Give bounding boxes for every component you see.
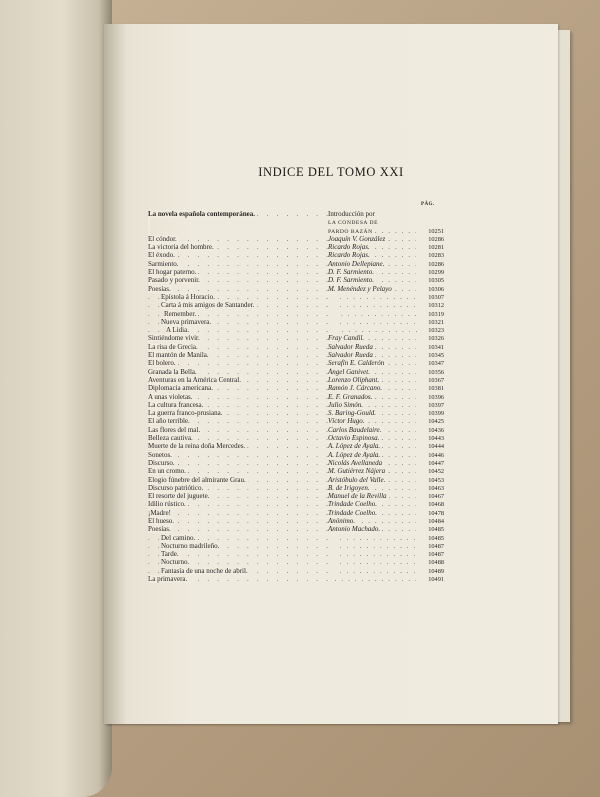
page-column-header: PÁG. bbox=[421, 202, 435, 207]
toc-entry bbox=[148, 260, 444, 268]
entry-title-text: Poesías. bbox=[148, 525, 171, 534]
left-page bbox=[0, 0, 112, 797]
entry-title-text: La primavera. bbox=[148, 575, 188, 584]
entry-title-text: Diplomacia americana. bbox=[148, 384, 213, 393]
entry-title bbox=[148, 542, 333, 550]
entry-author-text: A. López de Ayala. bbox=[328, 450, 381, 459]
entry-title bbox=[148, 334, 328, 342]
entry-title bbox=[148, 484, 328, 492]
entry-title bbox=[148, 467, 328, 475]
entry-title-text: Discurso. bbox=[148, 458, 175, 467]
toc-entry bbox=[148, 401, 444, 409]
toc-entry bbox=[148, 558, 444, 566]
entry-title bbox=[148, 301, 333, 309]
entry-title bbox=[148, 218, 328, 226]
entry-title-text: Del camino. bbox=[161, 533, 196, 542]
entry-page-number: 10485 bbox=[428, 534, 444, 542]
entry-page-number: 10399 bbox=[428, 410, 444, 418]
entry-page-number: 10484 bbox=[428, 517, 444, 525]
entry-author bbox=[328, 251, 416, 259]
entry-page-number: 10381 bbox=[428, 385, 444, 393]
entry-author-text: Trindade Coelho. bbox=[328, 508, 378, 517]
entry-title bbox=[148, 318, 333, 326]
entry-author-text: Octavio Espinosa. bbox=[328, 434, 380, 443]
entry-title bbox=[148, 235, 328, 243]
entry-page-number: 10453 bbox=[428, 476, 444, 484]
entry-author-text: Ángel Ganivet. bbox=[328, 367, 370, 376]
entry-author-text: D. F. Sarmiento. bbox=[328, 276, 374, 285]
toc-entry bbox=[148, 393, 444, 401]
entry-author bbox=[335, 326, 418, 334]
entry-author bbox=[328, 492, 416, 500]
entry-author bbox=[328, 517, 416, 525]
entry-page-number: 10286 bbox=[428, 235, 444, 243]
toc-entry bbox=[148, 492, 444, 500]
entry-title bbox=[148, 525, 328, 533]
entry-author bbox=[333, 293, 417, 301]
entry-title-text: El hueso. bbox=[148, 516, 175, 525]
entry-author-text: PARDO BAZÁN bbox=[328, 228, 373, 235]
toc-entry bbox=[148, 368, 444, 376]
entry-author bbox=[333, 567, 417, 575]
entry-title bbox=[148, 384, 328, 392]
entry-title-text: La novela española contemporánea. bbox=[148, 210, 255, 218]
entry-title bbox=[148, 575, 328, 583]
entry-title bbox=[148, 359, 328, 367]
toc-entry bbox=[148, 218, 444, 226]
entry-author bbox=[328, 243, 416, 251]
entry-title bbox=[148, 293, 333, 301]
toc-entry bbox=[148, 293, 444, 301]
entry-page-number: 10452 bbox=[428, 468, 444, 476]
entry-page-number: 10286 bbox=[428, 260, 444, 268]
toc-entry bbox=[148, 451, 444, 459]
entry-title bbox=[148, 260, 328, 268]
entry-author-text: Introducción por bbox=[328, 210, 375, 218]
entry-page-number: 10299 bbox=[428, 269, 444, 277]
entry-title-text: La cultura francesa. bbox=[148, 400, 204, 409]
entry-page-number: 10326 bbox=[428, 335, 444, 343]
entry-page-number: 10446 bbox=[428, 451, 444, 459]
toc-entry bbox=[148, 326, 444, 334]
toc-entry bbox=[148, 575, 444, 583]
toc-entry bbox=[148, 251, 444, 259]
entry-author bbox=[328, 476, 416, 484]
toc-entry bbox=[148, 426, 444, 434]
entry-author bbox=[328, 285, 416, 293]
toc-entry bbox=[148, 351, 444, 359]
entry-page-number: 10281 bbox=[428, 244, 444, 252]
entry-author bbox=[328, 393, 416, 401]
toc-entry bbox=[148, 384, 444, 392]
toc-entry bbox=[148, 409, 444, 417]
entry-title-text: Carta á mis amigos de Santander. bbox=[161, 301, 255, 310]
entry-author-text bbox=[335, 326, 337, 334]
entry-author-text bbox=[333, 301, 335, 309]
toc-entry bbox=[148, 534, 444, 542]
entry-author bbox=[328, 334, 416, 342]
entry-author bbox=[328, 451, 416, 459]
entry-author bbox=[328, 426, 416, 434]
entry-author bbox=[328, 417, 416, 425]
entry-title bbox=[148, 243, 328, 251]
entry-page-number: 10323 bbox=[428, 327, 444, 335]
entry-author-text: A. López de Ayala. bbox=[328, 442, 381, 451]
toc-entry bbox=[148, 484, 444, 492]
entry-title-text: Nocturno. bbox=[161, 558, 190, 567]
toc-entry bbox=[148, 343, 444, 351]
entry-author bbox=[328, 351, 416, 359]
entry-author bbox=[333, 318, 417, 326]
toc-entry bbox=[148, 500, 444, 508]
entry-page-number: 10478 bbox=[428, 509, 444, 517]
entry-author bbox=[328, 235, 416, 243]
entry-title-text: Granada la Bella. bbox=[148, 367, 197, 376]
entry-author bbox=[328, 500, 416, 508]
entry-author bbox=[328, 401, 416, 409]
page-title: INDICE DEL TOMO XXI bbox=[258, 165, 404, 179]
entry-title bbox=[148, 343, 328, 351]
entry-title bbox=[148, 376, 328, 384]
entry-title bbox=[148, 227, 328, 235]
entry-author-text: Nicolás Avellaneda bbox=[328, 458, 383, 467]
entry-page-number: 10487 bbox=[428, 542, 444, 550]
entry-author-text: Antonio Machado. bbox=[328, 525, 381, 534]
toc-entry bbox=[148, 227, 444, 235]
entry-page-number: 10321 bbox=[428, 318, 444, 326]
entry-author-text: Trindade Coelho. bbox=[328, 500, 378, 509]
entry-title bbox=[148, 368, 328, 376]
entry-title bbox=[148, 310, 334, 318]
entry-title bbox=[148, 509, 328, 517]
entry-title-text: Sarmiento. bbox=[148, 259, 179, 268]
entry-title-text: Tarde. bbox=[161, 550, 179, 559]
entry-title-text: Discurso patriótico. bbox=[148, 483, 204, 492]
entry-title bbox=[148, 409, 328, 417]
entry-author bbox=[328, 276, 416, 284]
entry-author bbox=[328, 467, 416, 475]
entry-title-text: Nocturno madrileño. bbox=[161, 541, 220, 550]
toc-entry bbox=[148, 459, 444, 467]
entry-author bbox=[328, 384, 416, 392]
entry-author bbox=[328, 525, 416, 533]
entry-page-number: 10319 bbox=[428, 310, 444, 318]
toc-entry bbox=[148, 467, 444, 475]
toc-entry bbox=[148, 285, 444, 293]
entry-page-number: 10397 bbox=[428, 401, 444, 409]
toc-entry bbox=[148, 210, 444, 218]
entry-title-text: Fantasía de una noche de abril. bbox=[161, 566, 248, 575]
entry-page-number: 10396 bbox=[428, 393, 444, 401]
entry-author bbox=[328, 442, 416, 450]
entry-page-number: 10251 bbox=[428, 227, 444, 235]
toc-entry bbox=[148, 318, 444, 326]
entry-title-text: A Lidia. bbox=[166, 326, 189, 335]
table-of-contents bbox=[148, 210, 444, 583]
entry-page-number: 10307 bbox=[428, 293, 444, 301]
entry-author bbox=[333, 534, 417, 542]
entry-author-text bbox=[333, 550, 335, 558]
toc-entry bbox=[148, 276, 444, 284]
entry-author-text bbox=[333, 542, 335, 550]
entry-author bbox=[328, 268, 416, 276]
entry-page-number: 10306 bbox=[428, 285, 444, 293]
entry-page-number: 10488 bbox=[428, 559, 444, 567]
entry-page-number: 10485 bbox=[428, 526, 444, 534]
entry-author-text bbox=[328, 575, 330, 583]
entry-page-number: 10345 bbox=[428, 352, 444, 360]
entry-title-text: Las flores del mal. bbox=[148, 425, 201, 434]
entry-author-text: E. F. Granados. bbox=[328, 392, 373, 401]
entry-page-number: 10425 bbox=[428, 418, 444, 426]
entry-author bbox=[328, 260, 416, 268]
entry-title-text: El mantón de Manila. bbox=[148, 351, 209, 360]
entry-title bbox=[148, 434, 328, 442]
entry-author bbox=[328, 359, 416, 367]
entry-title bbox=[148, 276, 328, 284]
entry-title bbox=[148, 500, 328, 508]
entry-title-text: El hogar paterno. bbox=[148, 268, 197, 277]
entry-author-text bbox=[333, 318, 335, 326]
entry-author-text: Ricardo Rojas. bbox=[328, 243, 370, 252]
entry-title bbox=[148, 492, 328, 500]
entry-title bbox=[148, 567, 333, 575]
toc-entry bbox=[148, 310, 444, 318]
entry-title bbox=[148, 401, 328, 409]
entry-author bbox=[328, 509, 416, 517]
entry-page-number: 10341 bbox=[428, 343, 444, 351]
entry-title-text: Remember. bbox=[164, 309, 197, 318]
entry-author bbox=[328, 376, 416, 384]
entry-title-text: Sonetos. bbox=[148, 450, 172, 459]
entry-author bbox=[328, 459, 416, 467]
entry-author bbox=[328, 210, 416, 218]
entry-author bbox=[328, 343, 416, 351]
entry-title-text: Aventuras en la América Central. bbox=[148, 375, 241, 384]
entry-title bbox=[148, 285, 328, 293]
entry-author-text: Salvador Rueda bbox=[328, 351, 373, 360]
entry-title-text: Epístola á Horacio. bbox=[161, 292, 215, 301]
entry-author bbox=[333, 301, 417, 309]
entry-author bbox=[333, 550, 417, 558]
entry-author-text: Antonio Dellepiane. bbox=[328, 259, 385, 268]
entry-author-text: Ricardo Rojas. bbox=[328, 251, 370, 260]
toc-entry bbox=[148, 509, 444, 517]
entry-author bbox=[328, 409, 416, 417]
entry-author-text: Ramón J. Cárcano. bbox=[328, 384, 383, 393]
entry-title-text: El éxodo. bbox=[148, 251, 175, 260]
toc-entry bbox=[148, 334, 444, 342]
entry-author bbox=[328, 434, 416, 442]
entry-title bbox=[148, 550, 333, 558]
entry-author-text bbox=[333, 534, 335, 542]
toc-entry bbox=[148, 376, 444, 384]
entry-title-text: El bolero. bbox=[148, 359, 176, 368]
entry-title-text: La risa de Grecia. bbox=[148, 342, 198, 351]
entry-page-number: 10312 bbox=[428, 302, 444, 310]
entry-title bbox=[148, 417, 328, 425]
entry-author-text: Serafín E. Calderón bbox=[328, 359, 385, 368]
entry-title-text: Idilio rústico. bbox=[148, 500, 186, 509]
entry-author-text: Víctor Hugo. bbox=[328, 417, 365, 426]
entry-page-number: 10283 bbox=[428, 252, 444, 260]
entry-title-text: El resorte del juguete. bbox=[148, 492, 210, 501]
toc-entry bbox=[148, 476, 444, 484]
entry-author-text bbox=[334, 310, 336, 318]
entry-page-number: 10467 bbox=[428, 493, 444, 501]
entry-page-number: 10305 bbox=[428, 277, 444, 285]
entry-page-number: 10367 bbox=[428, 376, 444, 384]
entry-author bbox=[328, 484, 416, 492]
entry-title-text: ¡Madre! bbox=[148, 508, 171, 517]
entry-title bbox=[148, 426, 328, 434]
entry-title-text bbox=[148, 218, 150, 226]
entry-title-text: Elogio fúnebre del almirante Grau. bbox=[148, 475, 246, 484]
entry-author-text bbox=[333, 567, 335, 575]
entry-author-text: M. Menéndez y Pelayo bbox=[328, 284, 392, 293]
entry-author bbox=[333, 542, 417, 550]
toc-entry bbox=[148, 542, 444, 550]
entry-title-text: El cóndor. bbox=[148, 234, 177, 243]
toc-entry bbox=[148, 235, 444, 243]
toc-entry bbox=[148, 359, 444, 367]
entry-title-text: Nueva primavera. bbox=[161, 317, 212, 326]
toc-entry bbox=[148, 567, 444, 575]
entry-author bbox=[334, 310, 417, 318]
entry-author bbox=[333, 558, 417, 566]
toc-entry bbox=[148, 517, 444, 525]
entry-page-number: 10447 bbox=[428, 459, 444, 467]
entry-title bbox=[148, 558, 333, 566]
toc-entry bbox=[148, 268, 444, 276]
toc-entry bbox=[148, 417, 444, 425]
entry-title bbox=[148, 476, 328, 484]
entry-title-text: Belleza cautiva. bbox=[148, 434, 193, 443]
entry-page-number: 10468 bbox=[428, 501, 444, 509]
entry-title bbox=[148, 459, 328, 467]
entry-title-text: Poesías. bbox=[148, 284, 171, 293]
entry-page-number: 10436 bbox=[428, 426, 444, 434]
entry-author-text: Carlos Baudelaire. bbox=[328, 425, 382, 434]
toc-entry bbox=[148, 550, 444, 558]
entry-title bbox=[148, 451, 328, 459]
entry-author-text: Fray Candil. bbox=[328, 334, 365, 343]
entry-author-text: Julio Simón. bbox=[328, 400, 363, 409]
entry-author-text: B. de Irigoyen. bbox=[328, 483, 370, 492]
toc-entry bbox=[148, 525, 444, 533]
entry-author-text bbox=[333, 558, 335, 566]
entry-title bbox=[148, 442, 328, 450]
entry-page-number: 10489 bbox=[428, 567, 444, 575]
entry-author-text bbox=[333, 293, 335, 301]
entry-title bbox=[148, 326, 335, 334]
entry-page-number: 10444 bbox=[428, 443, 444, 451]
entry-title-text: El año terrible. bbox=[148, 417, 190, 426]
entry-title-text: La victoria del hombre. bbox=[148, 243, 214, 252]
entry-title-text: Pasado y porvenir. bbox=[148, 276, 200, 285]
entry-title bbox=[148, 251, 328, 259]
entry-title bbox=[148, 534, 333, 542]
toc-entry bbox=[148, 442, 444, 450]
entry-title-text: Muerte de la reina doña Mercedes. bbox=[148, 442, 246, 451]
toc-entry bbox=[148, 301, 444, 309]
entry-page-number: 10487 bbox=[428, 551, 444, 559]
entry-author-text: Lorenzo Oliphant. bbox=[328, 375, 380, 384]
entry-title bbox=[148, 393, 328, 401]
entry-author-text: Anónimo. bbox=[328, 516, 356, 525]
entry-author-text: M. Gutiérrez Nájera bbox=[328, 467, 386, 476]
entry-title bbox=[148, 351, 328, 359]
entry-title bbox=[148, 517, 328, 525]
toc-entry bbox=[148, 434, 444, 442]
entry-page-number: 10463 bbox=[428, 484, 444, 492]
entry-page-number: 10443 bbox=[428, 435, 444, 443]
entry-author-text: LA CONDESA DE bbox=[328, 220, 379, 227]
entry-author bbox=[328, 575, 416, 583]
entry-author-text: Aristóbulo del Valle. bbox=[328, 475, 386, 484]
entry-author-text: S. Baring-Gould. bbox=[328, 409, 377, 418]
entry-title-text: A unas violetas. bbox=[148, 392, 193, 401]
entry-title bbox=[148, 210, 328, 218]
entry-title-text: La guerra franco-prusiana. bbox=[148, 409, 223, 418]
entry-author bbox=[328, 368, 416, 376]
entry-title-text: Sintiéndome vivir. bbox=[148, 334, 200, 343]
entry-author-text: Salvador Rueda bbox=[328, 342, 373, 351]
entry-author-text: D. F. Sarmiento. bbox=[328, 268, 374, 277]
entry-title bbox=[148, 268, 328, 276]
entry-title-text bbox=[148, 227, 150, 235]
entry-title-text: En un cromo. bbox=[148, 467, 186, 476]
entry-page-number: 10491 bbox=[428, 576, 444, 584]
index-page bbox=[104, 24, 558, 724]
toc-entry bbox=[148, 243, 444, 251]
entry-page-number: 10347 bbox=[428, 360, 444, 368]
entry-author-text: Manuel de la Revilla bbox=[328, 492, 387, 501]
entry-author-text: Joaquín V. González bbox=[328, 234, 386, 243]
entry-page-number: 10356 bbox=[428, 368, 444, 376]
